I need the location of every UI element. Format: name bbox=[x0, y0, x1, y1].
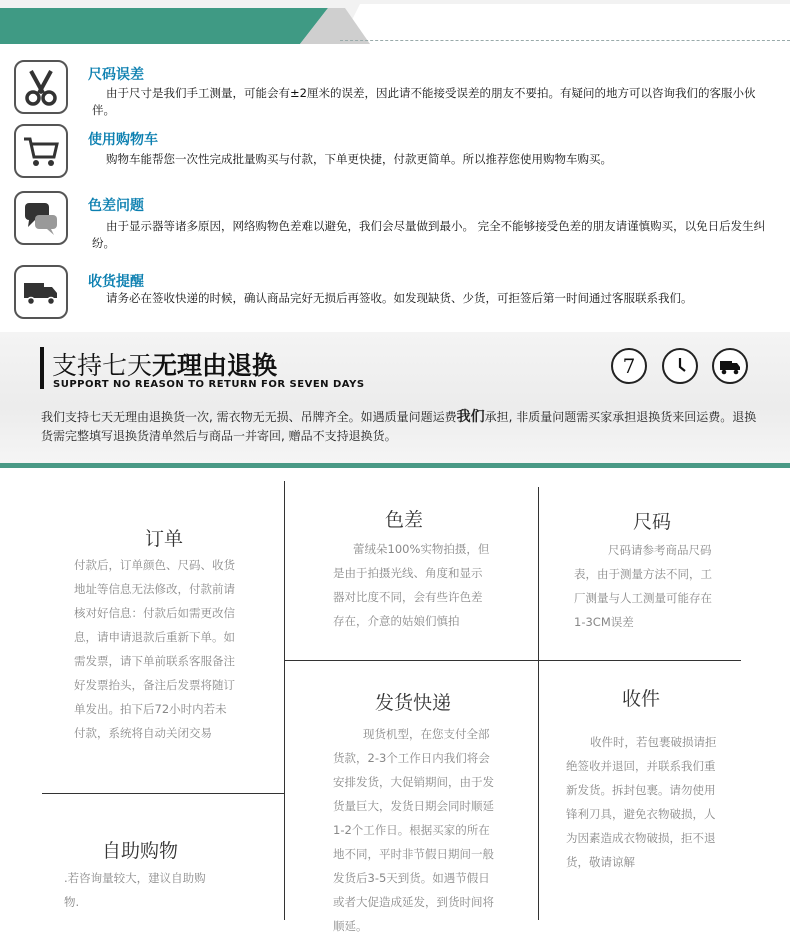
color-title: 色差 bbox=[384, 509, 423, 531]
self-service-text: .若咨询量较大，建议自助购物. bbox=[64, 871, 206, 909]
size-title: 尺码 bbox=[632, 511, 671, 533]
return-banner-bottom-stripe bbox=[0, 463, 790, 468]
shopping-cart-icon bbox=[14, 124, 68, 178]
top-banner-decoration bbox=[0, 0, 790, 44]
return-policy-text: 我们支持七天无理由退换货一次, 需衣物无无损、吊牌齐全。如遇质量问题运费我们承担, 非质量问题需买家承担退换货来回运费。退换货需完整填写退换货清单然后与商品一并寄回, 赠品不支持退换货。 bbox=[41, 409, 757, 443]
grid-divider-vertical-2 bbox=[538, 487, 539, 920]
color-text: 蕾绒朵100%实物拍摄，但是由于拍摄光线、角度和显示器对比度不同，会有些许色差存在，介意的姑娘们慎拍 bbox=[333, 542, 490, 628]
receive-title: 收件 bbox=[621, 688, 660, 710]
grid-divider-horizontal-right bbox=[284, 660, 741, 661]
row-title-receipt: 收货提醒 bbox=[88, 274, 144, 290]
delivery-truck-icon bbox=[712, 348, 748, 384]
grid-divider-horizontal-left bbox=[42, 793, 284, 794]
shipping-text: 现货机型，在您支付全部货款，2-3个工作日内我们将会安排发货，大促销期间，由于发货量巨大，发货日期会同时顺延1-2个工作日。根据买家的所在地不同，平时非节假日期间一般发货后3-5天到货。如遇节假日或者大促造成延发，到货时间将顺延。 bbox=[333, 727, 494, 933]
top-dotted-line bbox=[340, 40, 790, 41]
row-text-cart: 购物车能帮您一次性完成批量购买与付款，下单更快捷，付款更简单。所以推荐您使用购物车购买。 bbox=[106, 152, 612, 166]
scissors-icon bbox=[14, 60, 68, 114]
shipping-title: 发货快递 bbox=[374, 692, 451, 714]
size-text: 尺码请参考商品尺码表，由于测量方法不同，工厂测量与人工测量可能存在1-3CM误差 bbox=[574, 543, 712, 629]
order-title: 订单 bbox=[144, 528, 183, 550]
clock-icon bbox=[662, 348, 698, 384]
return-policy-subtitle: SUPPORT NO REASON TO RETURN FOR SEVEN DAYS bbox=[53, 379, 365, 390]
seven-days-badge-icon: 7 bbox=[611, 348, 647, 384]
grid-divider-vertical-1 bbox=[284, 481, 285, 920]
row-text-size-error: 由于尺寸是我们手工测量，可能会有±2厘米的误差，因此请不能接受误差的朋友不要拍。有疑问的地方可以咨询我们的客服小伙伴。 bbox=[92, 86, 756, 117]
order-text: 付款后，订单颜色、尺码、收货地址等信息无法修改，付款前请核对好信息：付款后如需更改信息，请申请退款后重新下单。如需发票，请下单前联系客服备注好发票抬头，备注后发票将随订单发出。拍下后72小时内若未付款，系统将自动关闭交易 bbox=[74, 558, 235, 740]
row-text-color: 由于显示器等诸多原因，网络购物色差难以避免，我们会尽量做到最小。 完全不能够接受色差的朋友请谨慎购买，以免日后发生纠纷。 bbox=[92, 219, 766, 250]
row-title-cart: 使用购物车 bbox=[88, 132, 158, 148]
receive-text: 收件时，若包裹破损请拒绝签收并退回，并联系我们重新发货。拆封包裹。请勿使用锋利刀具，避免衣物破损，人为因素造成衣物破损，拒不退货，敬请谅解 bbox=[566, 735, 717, 869]
truck-icon bbox=[14, 265, 68, 319]
return-title-accent-bar bbox=[40, 347, 44, 389]
row-text-receipt: 请务必在签收快递的时候，确认商品完好无损后再签收。如发现缺货、少货，可拒签后第一时间通过客服联系我们。 bbox=[106, 291, 693, 305]
chat-bubble-icon bbox=[14, 191, 68, 245]
row-title-size-error: 尺码误差 bbox=[88, 67, 144, 83]
self-service-title: 自助购物 bbox=[101, 840, 178, 862]
row-title-color: 色差问题 bbox=[88, 198, 144, 214]
return-policy-title: 支持七天无理由退换 bbox=[52, 351, 278, 380]
